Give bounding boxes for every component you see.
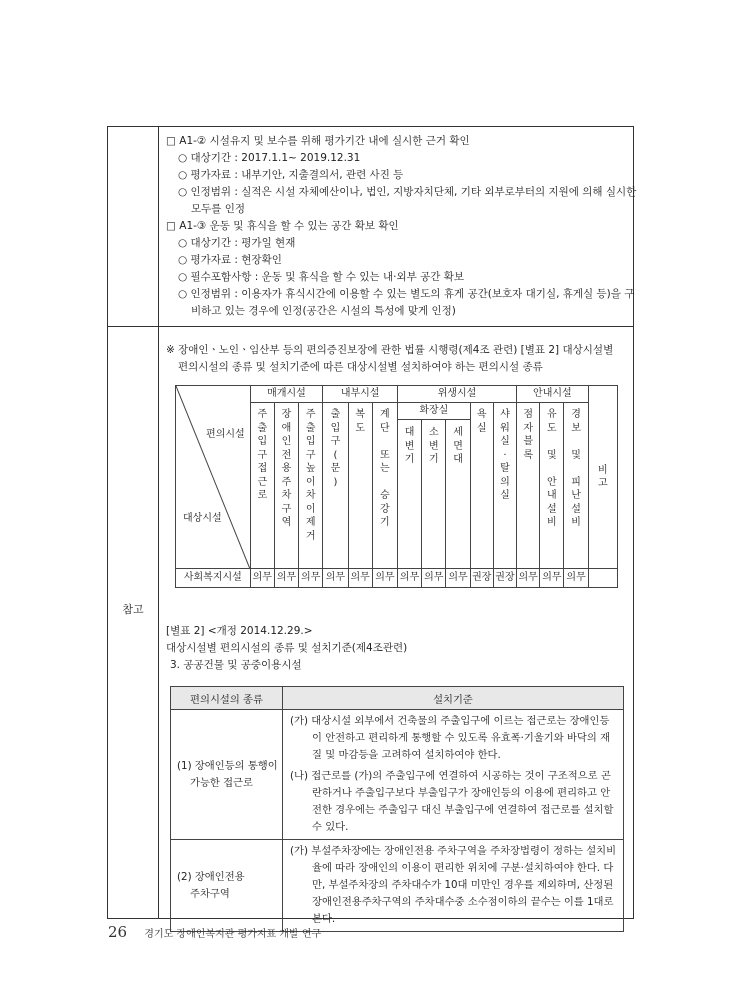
- col-header: 장 애 인 전 용 주 차 구 역: [274, 403, 298, 569]
- diagonal-header-cell: [176, 386, 251, 569]
- col-header: 대 변 기: [397, 420, 421, 569]
- col-header: 출 입 구 ( 문 ): [323, 403, 348, 569]
- kind-line: 주차구역: [190, 887, 230, 900]
- ref-section: 3. 공공건물 및 공중이용시설: [170, 659, 302, 671]
- standards-table: [170, 686, 624, 932]
- row-value: 의무: [397, 569, 421, 588]
- criteria-line: ○ 인정범위 : 이용자가 휴식시간에 이용할 수 있는 별도의 휴게 공간(보호자 대기실, 휴게실 등)을 구: [178, 288, 635, 300]
- table-row: [171, 710, 624, 840]
- criteria-line: ○ 평가자료 : 내부기안, 지출결의서, 관련 사진 등: [178, 169, 404, 181]
- toilet-group-header: 화장실: [397, 403, 470, 420]
- col-header: 세 면 대: [446, 420, 470, 569]
- group-header: 매개시설: [250, 386, 323, 403]
- criteria-line: ○ 대상기간 : 2017.1.1~ 2019.12.31: [178, 152, 361, 164]
- row-value: 의무: [299, 569, 323, 588]
- row-divider: [108, 326, 633, 327]
- row-value: 의무: [323, 569, 348, 588]
- col-header: 유 도 및 안 내 설 비: [540, 403, 564, 569]
- criteria-line: ○ 평가자료 : 현장확인: [178, 254, 282, 266]
- criteria-line: ○ 인정범위 : 실적은 시설 자체예산이나, 법인, 지방자치단체, 기타 외부로부터의 지원에 의해 실시한: [178, 186, 637, 198]
- kind-line: 가능한 접근로: [190, 776, 253, 789]
- row-label: 사회복지시설: [176, 569, 251, 588]
- row-value: 의무: [446, 569, 470, 588]
- row-value: 의무: [564, 569, 588, 588]
- kind-line: (1) 장애인등의 통행이: [177, 759, 278, 772]
- criteria-line: ○ 대상기간 : 평가일 현재: [178, 237, 296, 249]
- col-header: 비 고: [588, 386, 617, 569]
- table-row: [176, 569, 618, 588]
- note-line: 편의시설의 종류 및 설치기준에 따른 대상시설별 설치하여야 하는 편의시설 종류: [178, 361, 543, 373]
- kind-line: (2) 장애인전용: [177, 870, 245, 883]
- col-header: 설치기준: [283, 687, 624, 710]
- facility-matrix-table: [175, 385, 618, 588]
- row-value: [588, 569, 617, 588]
- ref-subtitle: 대상시설별 편의시설의 종류 및 설치기준(제4조관련): [166, 642, 408, 654]
- criteria-section: [166, 133, 637, 320]
- footer-title: 경기도 장애인복지관 평가지표 개발 연구: [144, 929, 322, 940]
- criteria-heading: □ A1-③ 운동 및 휴식을 할 수 있는 공간 확보 확인: [166, 220, 399, 232]
- content-box: [107, 126, 637, 925]
- reference-label: 참고: [122, 603, 144, 616]
- reference-heading: [166, 623, 629, 674]
- col-header: 점 자 블 록: [517, 403, 540, 569]
- standard-text: [283, 840, 624, 932]
- group-header: 위생시설: [397, 386, 516, 403]
- ref-title: [별표 2] <개정 2014.12.29.>: [166, 625, 313, 637]
- row-value: 권장: [493, 569, 516, 588]
- diagonal-line: [176, 386, 250, 569]
- row-value: 의무: [422, 569, 446, 588]
- facility-kind: [171, 710, 283, 840]
- diag-bottom-label: 대상시설: [183, 513, 222, 524]
- note-line: ※ 장애인ㆍ노인ㆍ임산부 등의 편의증진보장에 관한 법률 시행령(제4조 관련) [별표 2] 대상시설별: [166, 344, 614, 356]
- col-header: 욕 실: [470, 403, 493, 569]
- column-divider: [158, 127, 159, 918]
- standard-item: (가) 대상시설 외부에서 건축물의 주출입구에 이르는 접근로는 장애인등이 안전하고 편리하게 통행할 수 있도록 유효폭·기울기와 바닥의 재질 및 마감등을 고려하여 설치하여야 한다.: [290, 715, 611, 761]
- col-header: 주 출 입 구 높 이 차 이 제 거: [299, 403, 323, 569]
- criteria-line: ○ 필수포함사항 : 운동 및 휴식을 할 수 있는 내·외부 공간 확보: [178, 271, 465, 283]
- reference-note: [166, 342, 629, 376]
- diag-top-label: 편의시설: [206, 429, 245, 440]
- col-header: 주 출 입 구 접 근 로: [250, 403, 274, 569]
- col-header: 소 변 기: [422, 420, 446, 569]
- row-value: 의무: [250, 569, 274, 588]
- row-value: 의무: [540, 569, 564, 588]
- row-value: 의무: [348, 569, 372, 588]
- standard-item: (나) 접근로를 (가)의 주출입구에 연결하여 시공하는 것이 구조적으로 곤란하거나 주출입구보다 부출입구가 장애인등의 이용에 편리하고 안전한 경우에는 주출입구 대신 부출입구에 연결하여 접근로를 설치할 수 있다.: [290, 770, 614, 833]
- group-header: 안내시설: [517, 386, 589, 403]
- page-number: 26: [108, 923, 128, 941]
- criteria-line: 비하고 있는 경우에 인정(공간은 시설의 특성에 맞게 인정): [191, 305, 456, 317]
- col-header: 편의시설의 종류: [171, 687, 283, 710]
- row-value: 의무: [274, 569, 298, 588]
- group-header: 내부시설: [323, 386, 398, 403]
- criteria-line: 모두를 인정: [191, 203, 246, 215]
- standard-text: [283, 710, 624, 840]
- col-header: 경 보 및 피 난 설 비: [564, 403, 588, 569]
- row-value: 권장: [470, 569, 493, 588]
- page-footer: [108, 923, 321, 941]
- col-header: 복 도: [348, 403, 372, 569]
- col-header: 계 단 또 는 승 강 기: [372, 403, 397, 569]
- criteria-heading: □ A1-② 시설유지 및 보수를 위해 평가기간 내에 실시한 근거 확인: [166, 135, 470, 147]
- col-header: 샤 워 실 · 탈 의 실: [493, 403, 516, 569]
- table-row: [171, 840, 624, 932]
- facility-kind: [171, 840, 283, 932]
- standard-item: (가) 부설주차장에는 장애인전용 주차구역을 주차장법령이 정하는 설치비율에 따라 장애인의 이용이 편리한 위치에 구분·설치하여야 한다. 다만, 부설주차장의 주차대수가 10대 미만인 경우를 제외하며, 산정된 장애인전용주차구역의 주차대수중 소수점이하의 끝수는 이를 1대로 본다.: [290, 845, 617, 925]
- row-value: 의무: [517, 569, 540, 588]
- row-value: 의무: [372, 569, 397, 588]
